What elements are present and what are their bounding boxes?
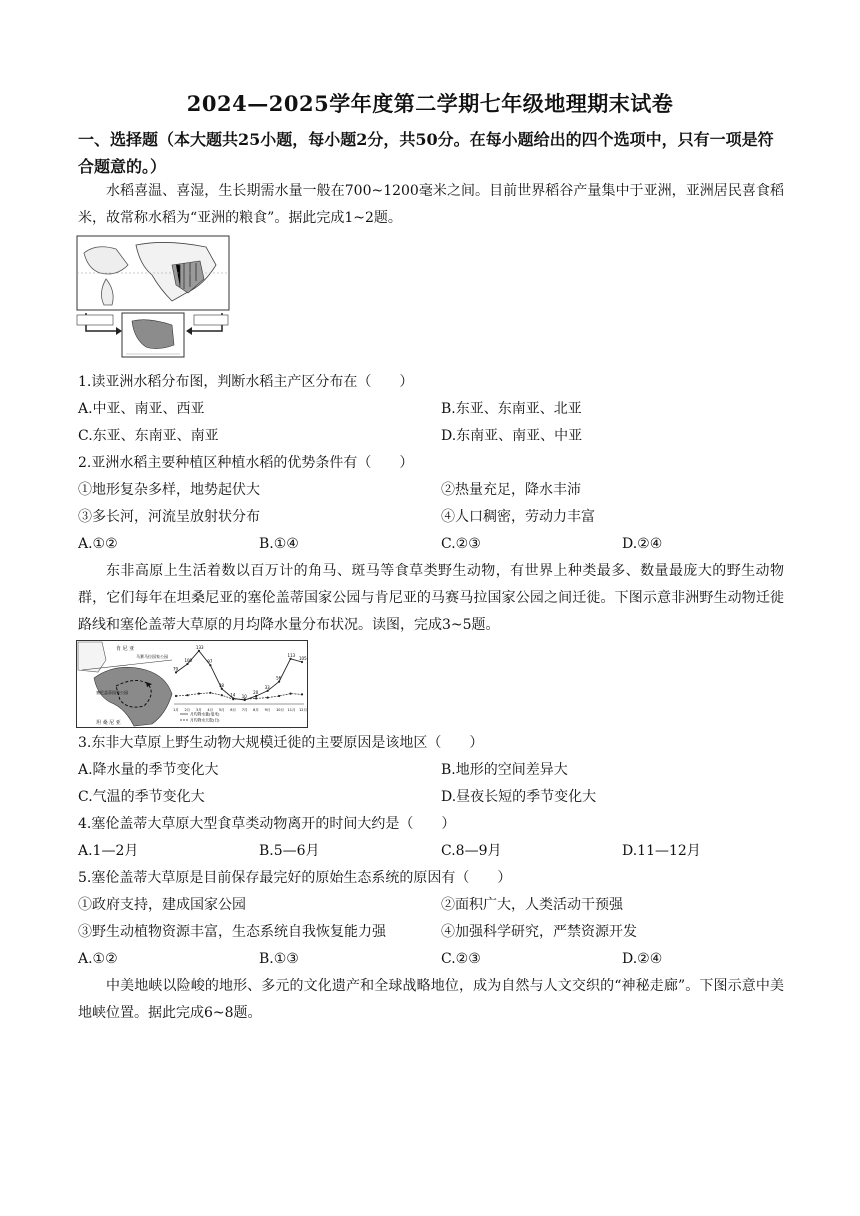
q3-option-a[interactable]: A.降水量的季节变化大 — [78, 762, 219, 778]
q4-option-c[interactable]: C.8—9月 — [441, 843, 502, 859]
q2-item-3: ③多长河，河流呈放射状分布 — [78, 509, 260, 525]
series-1-point-3 — [209, 692, 211, 694]
q1-option-b[interactable]: B.东亚、东南亚、北亚 — [441, 401, 582, 417]
series-0-point-11 — [301, 661, 303, 663]
q1-option-d[interactable]: D.东南亚、南亚、中亚 — [441, 428, 583, 444]
q3-option-c[interactable]: C.气温的季节变化大 — [78, 789, 205, 805]
series-0-point-4 — [221, 688, 223, 690]
data-label-6: 10 — [241, 694, 247, 699]
q4-option-b[interactable]: B.5—6月 — [259, 843, 320, 859]
data-label-0: 79 — [173, 666, 179, 672]
q5-option-c[interactable]: C.②③ — [441, 951, 481, 967]
tick-label-11: 12月 — [299, 708, 307, 712]
q2-item-1: ①地形复杂多样，地势起伏大 — [78, 482, 260, 498]
tick-label-1: 2月 — [184, 708, 191, 712]
question-3-stem: 3.东非大草原上野生动物大规模迁徙的主要原因是该地区（ ） — [78, 735, 484, 751]
series-1-point-5 — [232, 698, 234, 700]
data-label-4: 38 — [218, 682, 224, 688]
tick-label-10: 11月 — [287, 708, 296, 712]
series-0-point-1 — [186, 663, 188, 665]
series-1-point-4 — [221, 694, 223, 696]
q5-item-2: ②面积广大，人类活动干预强 — [441, 897, 623, 913]
question-5-stem: 5.塞伦盖蒂大草原是目前保存最完好的原始生态系统的原因有（ ） — [78, 870, 512, 886]
tick-label-2: 3月 — [195, 708, 202, 712]
data-label-7: 20 — [253, 690, 259, 695]
map-label-serengeti: 塞伦盖蒂国家公园 — [96, 690, 128, 695]
passage-1: 水稻喜温、喜湿，生长期需水量一般在700~1200毫米之间。目前世界稻谷产量集中于亚洲，亚洲居民喜食稻米，故常称水稻为“亚洲的粮食”。据此完成1~2题。 — [78, 183, 784, 226]
series-1-point-7 — [255, 697, 257, 699]
tick-label-0: 1月 — [173, 708, 179, 712]
data-label-8: 33 — [264, 684, 270, 690]
series-0-point-2 — [198, 650, 200, 652]
series-1-point-2 — [198, 693, 200, 695]
question-1-stem: 1.读亚洲水稻分布图，判断水稻主产区分布在（ ） — [78, 374, 414, 390]
map-label-kenya: 肯 尼 亚 — [116, 646, 135, 652]
q1-option-c[interactable]: C.东亚、东南亚、南亚 — [78, 428, 219, 444]
map-label-tanzania: 坦 桑 尼 亚 — [96, 720, 121, 726]
legend-label-0: 月均降水量(毫米) — [190, 711, 220, 717]
page-title: 2024—2025学年度第二学期七年级地理期末试卷 — [186, 91, 674, 116]
question-4-stem: 4.塞伦盖蒂大草原大型食草类动物离开的时间大约是（ ） — [78, 816, 456, 832]
q5-item-3: ③野生动植物资源丰富，生态系统自我恢复能力强 — [78, 924, 386, 940]
q5-item-1: ①政府支持，建成国家公园 — [78, 897, 246, 913]
legend-label-1: 月均降水天数(日) — [190, 717, 220, 723]
data-label-10: 113 — [287, 652, 296, 658]
series-0-point-7 — [255, 695, 257, 697]
q4-option-a[interactable]: A.1—2月 — [78, 843, 139, 859]
q2-option-b[interactable]: B.①④ — [259, 536, 299, 552]
series-0-point-0 — [175, 671, 177, 673]
series-1-point-8 — [267, 697, 269, 699]
series-1-point-0 — [175, 695, 177, 697]
data-label-11: 105 — [299, 656, 307, 661]
passage-2: 东非高原上生活着数以百万计的角马、斑马等食草类野生动物，有世界上种类最多、数量最庞大的野生动物群，它们每年在坦桑尼亚的塞伦盖蒂国家公园与肯尼亚的马赛马拉国家公园之间迁徙。下图示意非洲野生动物迁徙路线和塞伦盖蒂大草原的月均降水量分布状况。读图，完成3~5题。 — [78, 563, 784, 633]
map-label-masai-mara: 马赛马拉国家公园 — [136, 654, 168, 659]
q4-option-d[interactable]: D.11—12月 — [622, 843, 701, 859]
q5-option-a[interactable]: A.①② — [78, 951, 118, 967]
asia-rice-map-figure — [76, 235, 230, 360]
series-1-point-10 — [289, 693, 291, 695]
tick-label-5: 6月 — [230, 708, 237, 712]
tick-label-4: 5月 — [218, 708, 225, 712]
q2-option-a[interactable]: A.①② — [78, 536, 118, 552]
data-label-3: 97 — [207, 659, 213, 665]
series-1-point-1 — [186, 694, 188, 696]
q3-option-b[interactable]: B.地形的空间差异大 — [441, 762, 568, 778]
data-label-5: 14 — [230, 692, 236, 698]
passage-3: 中美地峡以险峻的地形、多元的文化遗产和全球战略地位，成为自然与人文交织的“神秘走廊”。下图示意中美地峡位置。据此完成6~8题。 — [78, 978, 784, 1021]
q1-option-a[interactable]: A.中亚、南亚、西亚 — [78, 401, 205, 417]
tick-label-8: 9月 — [264, 708, 271, 712]
series-0-point-9 — [278, 681, 280, 683]
q5-option-b[interactable]: B.①③ — [259, 951, 299, 967]
q2-item-2: ②热量充足，降水丰沛 — [441, 482, 581, 498]
q2-option-c[interactable]: C.②③ — [441, 536, 481, 552]
q2-option-d[interactable]: D.②④ — [622, 536, 663, 552]
series-0-point-8 — [267, 690, 269, 692]
series-0-point-10 — [289, 658, 291, 660]
question-2-stem: 2.亚洲水稻主要种植区种植水稻的优势条件有（ ） — [78, 455, 414, 471]
data-label-1: 100 — [184, 658, 193, 663]
data-label-2: 133 — [195, 644, 204, 650]
q3-option-d[interactable]: D.昼夜长短的季节变化大 — [441, 789, 597, 805]
data-label-9: 56 — [276, 675, 282, 681]
series-1-point-11 — [301, 693, 303, 695]
series-1-point-9 — [278, 695, 280, 697]
migration-map-figure — [76, 640, 308, 728]
q5-option-d[interactable]: D.②④ — [622, 951, 663, 967]
tick-label-9: 10月 — [276, 708, 285, 712]
tick-label-6: 7月 — [241, 708, 248, 712]
q5-item-4: ④加强科学研究，严禁资源开发 — [441, 924, 637, 940]
tick-label-7: 8月 — [253, 708, 259, 712]
section-heading: 一、选择题（本大题共25小题，每小题2分，共50分。在每小题给出的四个选项中，只有一项是符合题意的。） — [78, 130, 774, 176]
tick-label-3: 4月 — [207, 708, 214, 712]
series-0-point-3 — [209, 664, 211, 666]
q2-item-4: ④人口稠密，劳动力丰富 — [441, 509, 595, 525]
